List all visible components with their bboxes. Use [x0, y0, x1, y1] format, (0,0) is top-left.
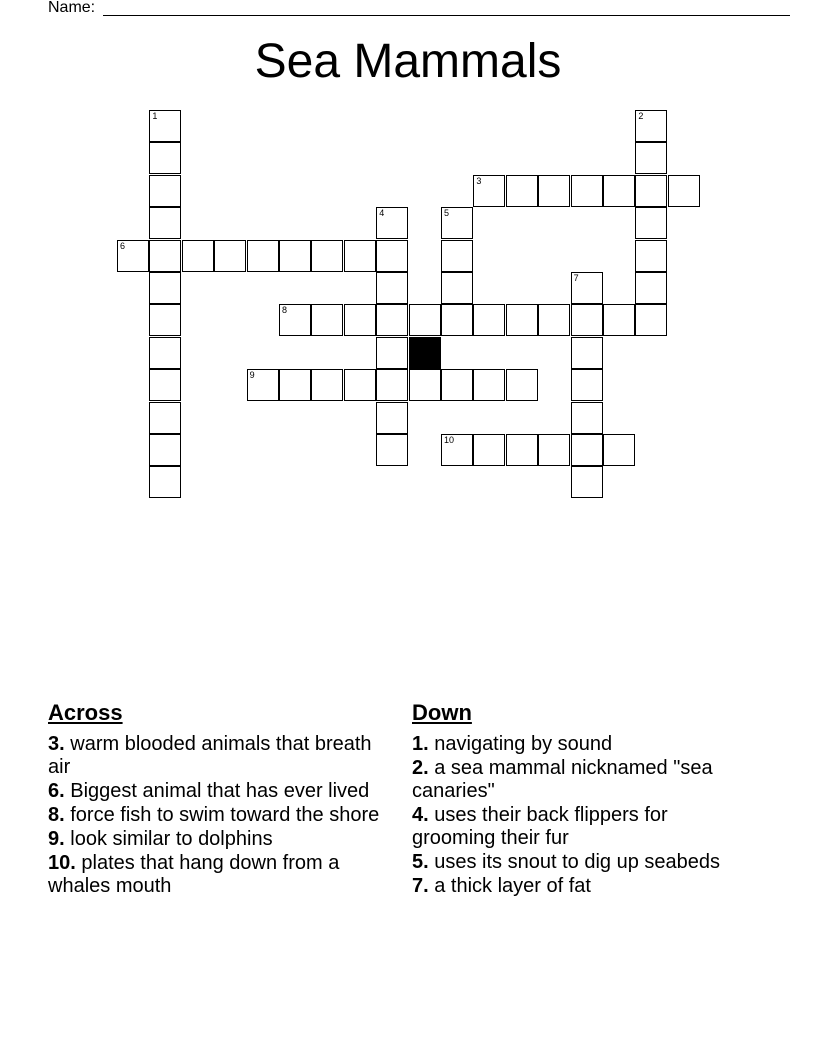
grid-cell[interactable]	[376, 304, 408, 336]
grid-cell[interactable]	[376, 337, 408, 369]
grid-cell[interactable]	[149, 337, 181, 369]
grid-cell[interactable]	[635, 207, 667, 239]
across-clues	[48, 700, 388, 899]
clue-number-label: 9	[249, 370, 255, 381]
down-clue-5	[412, 851, 752, 874]
grid-cell[interactable]	[441, 434, 473, 466]
grid-cell[interactable]	[603, 175, 635, 207]
crossword-grid	[0, 0, 816, 520]
grid-cell[interactable]	[571, 175, 603, 207]
grid-cell[interactable]	[149, 304, 181, 336]
grid-cell[interactable]	[538, 304, 570, 336]
page-title: Sea Mammals	[254, 35, 562, 88]
grid-cell[interactable]	[538, 434, 570, 466]
clue-number-label: 8	[282, 305, 288, 316]
clue-number-label: 6	[120, 240, 126, 251]
grid-cell[interactable]	[571, 402, 603, 434]
clue-number: 5.	[412, 851, 429, 873]
grid-cell[interactable]	[571, 272, 603, 304]
clue-number-label: 1	[152, 111, 158, 121]
grid-cell[interactable]	[376, 240, 408, 272]
grid-cell[interactable]	[441, 304, 473, 336]
across-clue-6	[48, 780, 388, 803]
clue-text: Biggest animal that has ever lived	[70, 780, 370, 802]
grid-cell[interactable]	[279, 369, 311, 401]
grid-cell[interactable]	[441, 207, 473, 239]
grid-cell[interactable]	[149, 369, 181, 401]
grid-cell[interactable]	[149, 175, 181, 207]
clue-text: a thick layer of fat	[434, 875, 591, 897]
grid-cell[interactable]	[506, 434, 538, 466]
down-clue-7	[412, 875, 752, 898]
grid-cell[interactable]	[473, 175, 505, 207]
grid-cell[interactable]	[473, 434, 505, 466]
grid-cell[interactable]	[149, 402, 181, 434]
clue-number: 10.	[48, 852, 76, 874]
grid-cell[interactable]	[149, 272, 181, 304]
across-clue-9	[48, 828, 388, 851]
clue-number: 1.	[412, 733, 429, 755]
grid-cell[interactable]	[149, 466, 181, 498]
clue-number-label: 2	[638, 111, 644, 121]
across-clue-3	[48, 733, 388, 779]
clue-number: 4.	[412, 804, 429, 826]
grid-cell[interactable]	[344, 304, 376, 336]
grid-cell[interactable]	[117, 240, 149, 272]
grid-cell[interactable]	[247, 240, 279, 272]
grid-cell[interactable]	[344, 240, 376, 272]
across-heading: Across	[48, 700, 123, 725]
across-clue-10	[48, 852, 388, 898]
clue-number-label: 7	[573, 273, 579, 283]
grid-cell[interactable]	[441, 240, 473, 272]
grid-cell[interactable]	[506, 175, 538, 207]
grid-cell[interactable]	[311, 369, 343, 401]
grid-cell[interactable]	[506, 304, 538, 336]
grid-cell[interactable]	[376, 272, 408, 304]
grid-cell[interactable]	[571, 434, 603, 466]
grid-cell[interactable]	[635, 240, 667, 272]
grid-cell[interactable]	[182, 240, 214, 272]
clue-number-label: 5	[444, 208, 450, 219]
grid-cell[interactable]	[376, 402, 408, 434]
grid-cell[interactable]	[376, 434, 408, 466]
clue-number-label: 10	[444, 435, 455, 445]
grid-cell[interactable]	[571, 304, 603, 336]
clue-text: look similar to dolphins	[70, 828, 273, 850]
clue-number: 3.	[48, 733, 65, 755]
grid-cell[interactable]	[635, 110, 667, 142]
name-label: Name:	[48, 0, 96, 16]
clue-text: navigating by sound	[434, 733, 613, 755]
clue-text: force fish to swim toward the shore	[70, 804, 380, 826]
grid-cell[interactable]	[344, 369, 376, 401]
grid-cell[interactable]	[311, 240, 343, 272]
down-clue-4	[412, 804, 752, 850]
clue-number: 7.	[412, 875, 429, 897]
grid-cell[interactable]	[409, 304, 441, 336]
grid-cell[interactable]	[409, 369, 441, 401]
clue-number: 9.	[48, 828, 65, 850]
clue-text: plates that hang down from a whales mouth	[48, 852, 340, 897]
grid-cell[interactable]	[149, 434, 181, 466]
down-heading: Down	[412, 700, 472, 725]
clue-text: uses its snout to dig up seabeds	[434, 851, 720, 873]
grid-cell[interactable]	[214, 240, 246, 272]
grid-cell[interactable]	[473, 304, 505, 336]
grid-cell[interactable]	[571, 337, 603, 369]
grid-cell[interactable]	[311, 304, 343, 336]
grid-cell[interactable]	[538, 175, 570, 207]
clue-text: warm blooded animals that breath air	[48, 733, 372, 778]
grid-cell[interactable]	[506, 369, 538, 401]
grid-cell[interactable]	[279, 304, 311, 336]
grid-cell[interactable]	[635, 304, 667, 336]
grid-cell[interactable]	[376, 369, 408, 401]
clue-text: uses their back flippers for grooming their fur	[412, 804, 668, 849]
grid-cell[interactable]	[149, 240, 181, 272]
grid-cell[interactable]	[635, 175, 667, 207]
grid-cell[interactable]	[247, 369, 279, 401]
clue-number-label: 3	[476, 175, 482, 186]
grid-cell[interactable]	[473, 369, 505, 401]
clue-number-label: 4	[379, 208, 385, 219]
grid-cell[interactable]	[635, 272, 667, 304]
grid-cell[interactable]	[149, 142, 181, 174]
grid-cell[interactable]	[571, 466, 603, 498]
grid-cell[interactable]	[376, 207, 408, 239]
grid-cell[interactable]	[603, 304, 635, 336]
grid-cell[interactable]	[441, 272, 473, 304]
grid-cell[interactable]	[571, 369, 603, 401]
across-clue-8	[48, 804, 388, 827]
clue-number: 6.	[48, 780, 65, 802]
black-square	[409, 337, 441, 369]
grid-cell[interactable]	[279, 240, 311, 272]
grid-cell[interactable]	[603, 434, 635, 466]
down-clue-2	[412, 757, 752, 803]
clue-number: 2.	[412, 757, 429, 779]
down-clues	[412, 700, 752, 899]
down-clue-1	[412, 733, 752, 756]
grid-cell[interactable]	[635, 142, 667, 174]
grid-cell[interactable]	[668, 175, 700, 207]
grid-cell[interactable]	[149, 207, 181, 239]
clue-number: 8.	[48, 804, 65, 826]
grid-cell[interactable]	[441, 369, 473, 401]
clue-text: a sea mammal nicknamed "sea canaries"	[412, 757, 713, 802]
grid-cell[interactable]	[149, 110, 181, 142]
